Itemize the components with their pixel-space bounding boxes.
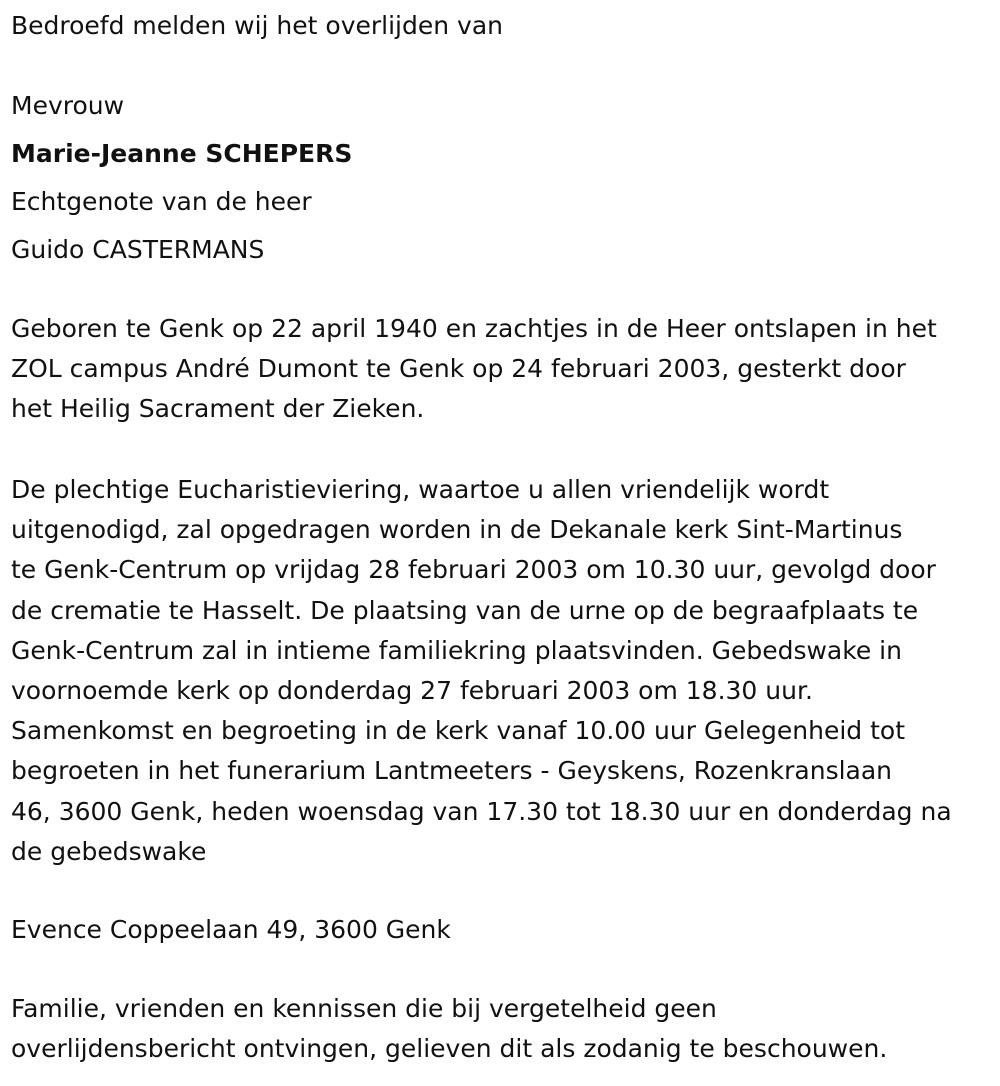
closing-paragraph: Familie, vrienden en kennissen die bij vergetelheid geen overlijdensbericht ontvingen, gelieven dit als zodanig te beschouwen. bbox=[11, 994, 888, 1064]
deceased-name: Marie-Jeanne SCHEPERS bbox=[11, 139, 353, 168]
ceremony-paragraph: De plechtige Eucharistieviering, waartoe u allen vriendelijk wordt uitgenodigd, zal opgedragen worden in de Dekanale kerk Sint-Martinus te Genk-Centrum op vrijdag 28 februari 2003 om 10.30 uur, gevolgd door de crematie te Hasselt. De plaatsing van de urne op de begraafplaats te Genk-Centrum zal in intieme familiekring plaatsvinden. Gebedswake in voornoemde kerk op donderdag 27 februari 2003 om 18.30 uur. Samenkomst en begroeting in de kerk vanaf 10.00 uur Gelegenheid tot begroeten in het funerarium Lantmeeters - Geyskens, Rozenkranslaan 46, 3600 Genk, heden woensdag van 17.30 tot 18.30 uur en donderdag na de gebedswake bbox=[11, 475, 952, 866]
birth-death-paragraph: Geboren te Genk op 22 april 1940 en zachtjes in de Heer ontslapen in het ZOL campus André Dumont te Genk op 24 februari 2003, gesterkt door het Heilig Sacrament der Zieken. bbox=[11, 314, 937, 424]
spouse-name: Guido CASTERMANS bbox=[11, 235, 265, 264]
relation-text: Echtgenote van de heer bbox=[11, 187, 312, 216]
salutation: Mevrouw bbox=[11, 91, 125, 120]
address-text: Evence Coppeelaan 49, 3600 Genk bbox=[11, 915, 451, 944]
intro-text: Bedroefd melden wij het overlijden van bbox=[11, 11, 503, 40]
